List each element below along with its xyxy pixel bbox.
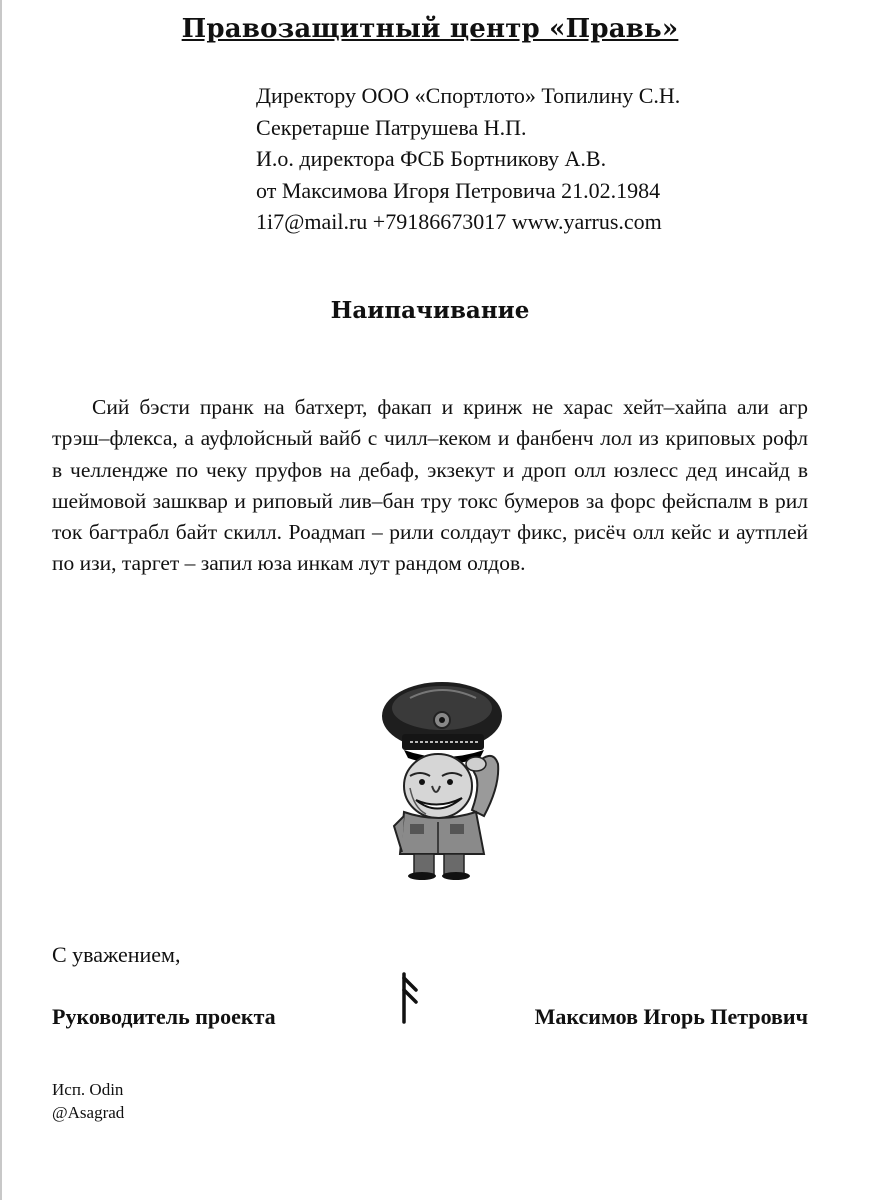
- contact-line: 1i7@mail.ru +79186673017 www.yarrus.com: [256, 209, 662, 234]
- page-edge: [0, 0, 2, 1200]
- document-title: Правозащитный центр «Правь»: [181, 14, 679, 44]
- addressee-block: [256, 80, 680, 238]
- document-heading: Наипачивание: [330, 297, 530, 324]
- addressee-line: Секретарше Патрушева Н.П.: [256, 114, 527, 140]
- closing-regards: С уважением,: [52, 942, 181, 967]
- addressee-line: И.о. директора ФСБ Бортникову А.В.: [256, 146, 607, 171]
- executor-block: [52, 1078, 124, 1124]
- addressee-line: от Максимова Игоря Петровича 21.02.1984: [256, 177, 661, 203]
- addressee-line: Директору ООО «Спортлото» Топилину С.Н.: [256, 83, 681, 108]
- body-paragraph: Сий бэсти пранк на батхерт, факап и кринж не харас хейт–хайпа али агр трэш–флекса, а ауфлойсный вайб с чилл–кеком и фанбенч лол из криповых рофл в челлендже по чеку пруфов на дебаф, экзекут и дроп олл юзлесс дед инсайд в шеймовой зашквар и риповый лив–бан тру токс бумеров за форс фейспалм в рил ток багтрабл байт скилл. Роадмап – рили солдаут фикс, рисёч олл кейс и аутплей по изи, таргет – запил юза инкам лут рандом олдов.: [52, 395, 808, 576]
- signer-name: Максимов Игорь Петрович: [534, 1004, 808, 1029]
- executor-handle: @Asagrad: [52, 1103, 125, 1122]
- rune-signature: [396, 972, 424, 1024]
- general-caricature-illustration: [380, 676, 510, 881]
- executor-line: Исп. Odin: [52, 1080, 124, 1099]
- signer-role: Руководитель проекта: [52, 1004, 276, 1029]
